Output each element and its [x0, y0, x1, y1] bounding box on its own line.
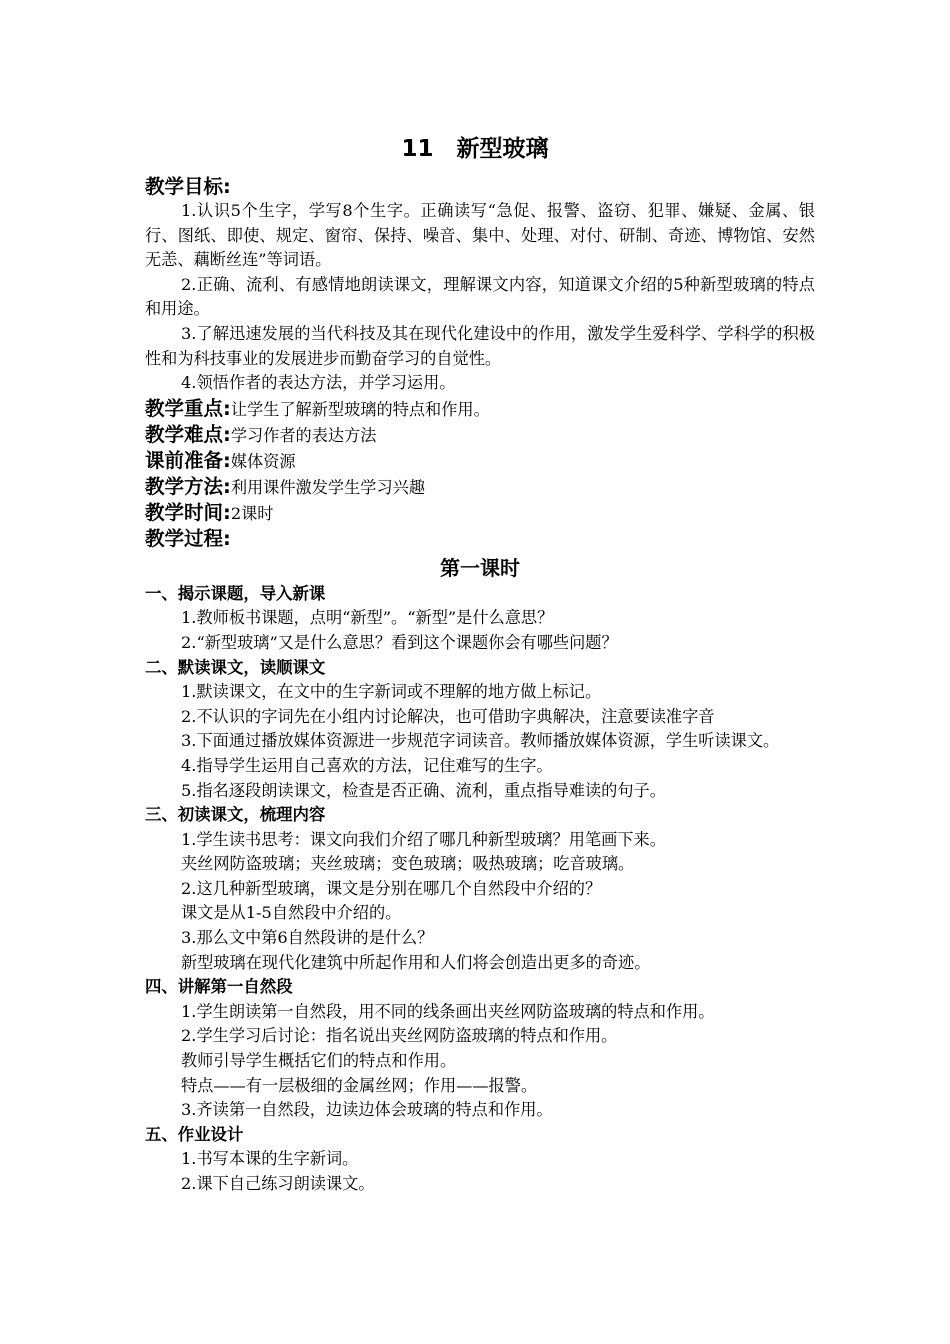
- goal-item-3: 3.了解迅速发展的当代科技及其在现代化建设中的作用，激发学生爱科学、学科学的积极性和为科技事业的发展进步而勤奋学习的自觉性。: [145, 323, 815, 368]
- meta-difficulty: [145, 422, 815, 448]
- goals-heading: 教学目标:: [145, 175, 231, 198]
- meta-key: 教学时间:: [145, 500, 231, 524]
- meta-preparation: [145, 448, 815, 474]
- goal-item-2: 2.正确、流利、有感情地朗读课文，理解课文内容，知道课文介绍的5种新型玻璃的特点和用途。: [145, 274, 815, 319]
- meta-key: 课前准备:: [145, 448, 231, 472]
- section-line: 2.学生学习后讨论：指名说出夹丝网防盗玻璃的特点和作用。: [181, 1026, 618, 1046]
- meta-value: 媒体资源: [230, 451, 296, 471]
- section-line: 3.那么文中第6自然段讲的是什么？: [181, 928, 434, 948]
- document-body: [145, 174, 815, 1197]
- page-title: 11 新型玻璃: [401, 136, 549, 162]
- process-heading: 教学过程:: [145, 526, 231, 550]
- section-line: 夹丝网防盗玻璃；夹丝玻璃；变色玻璃；吸热玻璃；吃音玻璃。: [181, 854, 635, 874]
- meta-time: [145, 500, 815, 526]
- section-heading-1: 一、揭示课题，导入新课: [145, 583, 326, 603]
- section-line: 1.学生朗读第一自然段，用不同的线条画出夹丝网防盗玻璃的特点和作用。: [181, 1001, 715, 1021]
- meta-method: [145, 474, 815, 500]
- meta-key: 教学方法:: [145, 474, 231, 498]
- section-line: 1.默读课文，在文中的生字新词或不理解的地方做上标记。: [181, 682, 602, 702]
- section-line: 3.齐读第一自然段，边读边体会玻璃的特点和作用。: [181, 1100, 553, 1120]
- section-line: 5.指名逐段朗读课文，检查是否正确、流利，重点指导难读的句子。: [181, 780, 666, 800]
- section-line: 新型玻璃在现代化建筑中所起作用和人们将会创造出更多的奇迹。: [181, 952, 651, 972]
- section-heading-3: 三、初读课文，梳理内容: [145, 805, 326, 825]
- section-line: 2.这几种新型玻璃，课文是分别在哪几个自然段中介绍的？: [181, 878, 602, 898]
- section-line: 4.指导学生运用自己喜欢的方法，记住难写的生字。: [181, 755, 553, 775]
- meta-key-points: [145, 396, 815, 422]
- section-heading-5: 五、作业设计: [145, 1124, 244, 1144]
- section-line: 2.不认识的字词先在小组内讨论解决，也可借助字典解决，注意要读准字音: [181, 706, 715, 726]
- section-heading-2: 二、默读课文，读顺课文: [145, 657, 326, 677]
- goal-item-4: 4.领悟作者的表达方法，并学习运用。: [181, 373, 456, 393]
- section-line: 教师引导学生概括它们的特点和作用。: [181, 1051, 457, 1071]
- section-line: 2.“新型玻璃”又是什么意思？看到这个课题你会有哪些问题？: [181, 632, 618, 652]
- section-line: 特点——有一层极细的金属丝网；作用——报警。: [181, 1075, 538, 1095]
- goal-item-1: 1.认识5个生字，学写8个生字。正确读写“急促、报警、盗窃、犯罪、嫌疑、金属、银行、图纸、即使、规定、窗帘、保持、噪音、集中、处理、对付、研制、奇迹、博物馆、安然无恙、藕断丝连”等词语。: [145, 201, 815, 270]
- meta-value: 让学生了解新型玻璃的特点和作用。: [230, 399, 490, 419]
- section-heading-4: 四、讲解第一自然段: [145, 977, 293, 997]
- meta-value: 利用课件激发学生学习兴趣: [230, 477, 426, 497]
- section-line: 课文是从1-5自然段中介绍的。: [181, 903, 402, 923]
- section-line: 2.课下自己练习朗读课文。: [181, 1174, 375, 1193]
- section-line: 1.学生读书思考：课文向我们介绍了哪几种新型玻璃？用笔画下来。: [181, 829, 666, 849]
- section-line: 3.下面通过播放媒体资源进一步规范字词读音。教师播放媒体资源，学生听读课文。: [181, 731, 780, 751]
- meta-key: 教学难点:: [145, 422, 231, 446]
- meta-value: 2课时: [230, 503, 274, 523]
- meta-value: 学习作者的表达方法: [230, 425, 377, 445]
- meta-key: 教学重点:: [145, 396, 231, 420]
- lesson-title: 第一课时: [440, 555, 520, 580]
- section-line: 1.教师板书课题，点明“新型”。“新型”是什么意思？: [181, 608, 554, 628]
- section-line: 1.书写本课的生字新词。: [181, 1149, 359, 1169]
